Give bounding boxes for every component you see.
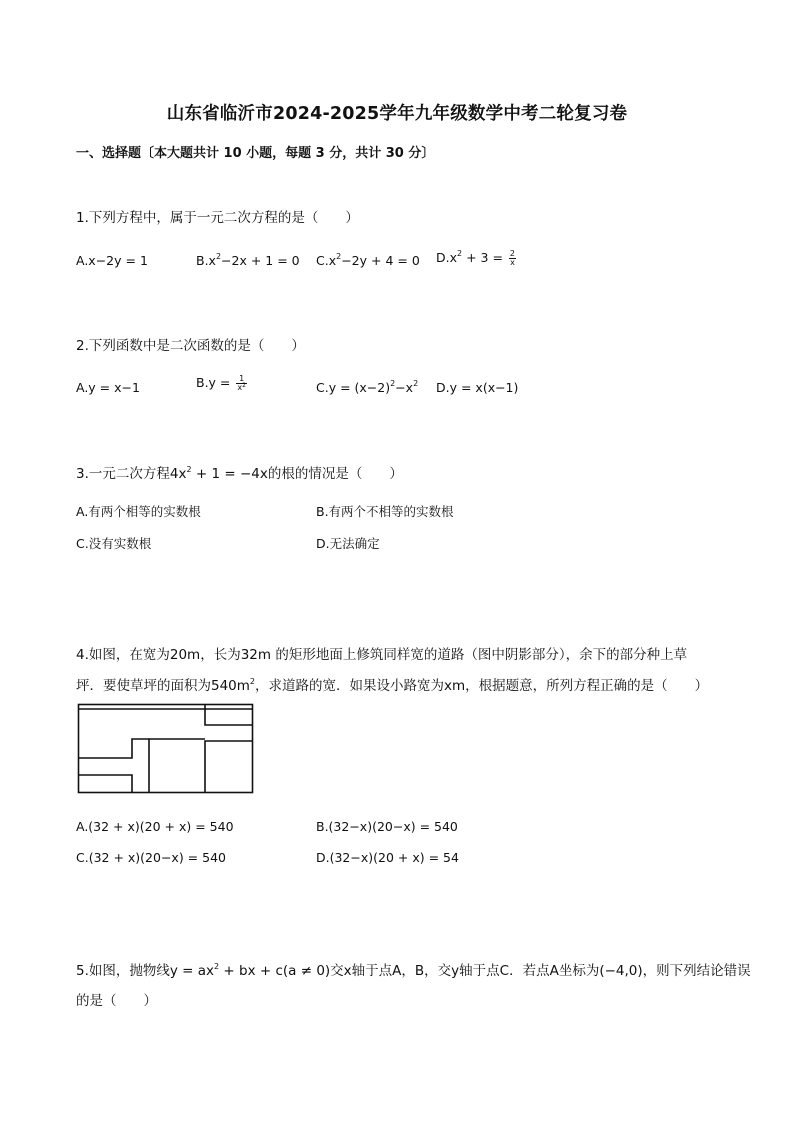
q3-option-d: D.无法确定 — [316, 536, 380, 551]
question-4-line-1: 4.如图，在宽为20m，长为32m 的矩形地面上修筑同样宽的道路（图中阴影部分），余下的部分种上草 — [76, 647, 688, 663]
q2-option-d: D.y = x(x−1) — [436, 380, 519, 395]
q4-option-d: D.(32−x)(20 + x) = 54 — [316, 850, 459, 865]
q1-option-c: $C.x^2-2y + 4 = 0$ — [316, 252, 420, 268]
right-road-lower — [205, 741, 253, 793]
question-4-line-2: 坪．要使草坪的面积为$540m^2$，求道路的宽．如果设小路宽为xm，根据题意，所列方程正确的是（ ） — [76, 677, 709, 694]
q1-option-d: $D.x^2 + 3$ = $\frac{2}{x}$ — [436, 249, 515, 267]
question-2-stem: 2.下列函数中是二次函数的是（ ） — [76, 338, 305, 354]
page-title: 山东省临沂市2024-2025学年九年级数学中考二轮复习卷 — [166, 104, 628, 124]
question-3-stem: 3.一元二次方程$4x^2 + 1 = -4x$的根的情况是（ ） — [76, 465, 403, 482]
q2-b-fraction: $\frac{1}{x^2}$ — [237, 374, 246, 392]
right-road-upper — [205, 705, 253, 726]
q4-option-c: C.(32 + x)(20−x) = 540 — [76, 850, 226, 865]
outer-rectangle — [79, 705, 253, 793]
section-heading: 一、选择题〔本大题共计 10 小题，每题 3 分，共计 30 分〕 — [76, 146, 435, 161]
q1-option-b: $B.x^2-2x + 1 = 0$ — [196, 252, 300, 268]
top-road-edge-lower — [79, 739, 150, 793]
q1-option-a: A.x−2y = 1 — [76, 253, 148, 268]
q2-option-c: $C.y = (x-2)^2-x^2$ — [316, 379, 419, 395]
q4-option-a: A.(32 + x)(20 + x) = 540 — [76, 819, 234, 834]
question-5-line-1: 5.如图，抛物线$y = ax^2$ + bx + c(a ≠ 0)交x轴于点A，B，交y轴于点C．若点A坐标为(−4,0)，则下列结论错误 — [76, 962, 751, 979]
q4-option-b: B.(32−x)(20−x) = 540 — [316, 819, 458, 834]
q3-option-b: B.有两个不相等的实数根 — [316, 504, 454, 519]
q2-option-b: B.y = $\frac{1}{x^2}$ — [196, 374, 246, 392]
road-diagram — [77, 703, 255, 795]
q3-option-c: C.没有实数根 — [76, 536, 152, 551]
question-1-stem: 1.下列方程中，属于一元二次方程的是（ ） — [76, 210, 359, 226]
q3-option-a: A.有两个相等的实数根 — [76, 504, 201, 519]
bottom-road — [79, 775, 133, 793]
q2-option-a: A.y = x−1 — [76, 380, 140, 395]
question-5-line-2: 的是（ ） — [76, 993, 157, 1009]
q1-d-fraction: $\frac{2}{x}$ — [509, 249, 515, 267]
